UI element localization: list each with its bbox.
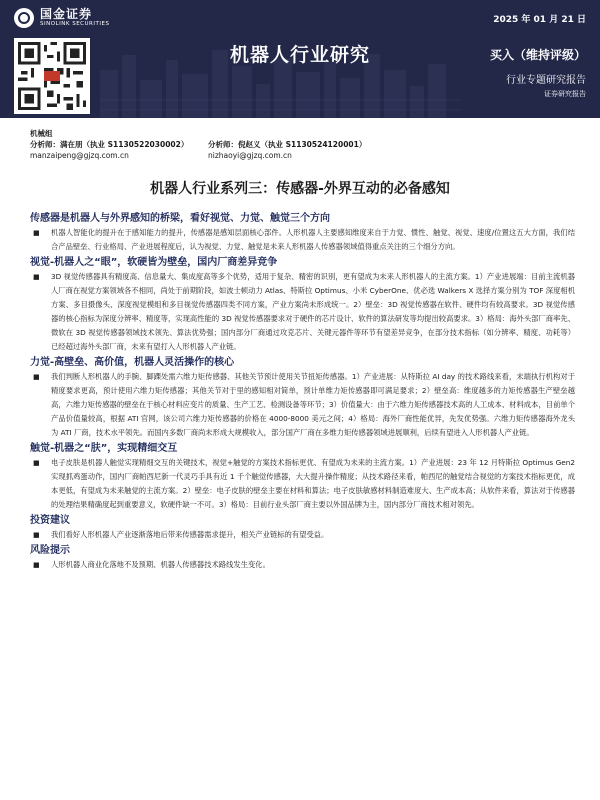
paragraph-text: 机器人智能化的提升在于感知能力的提升，传感器是感知层面核心部件。人形机器人主要感知维度来自于力觉、惯性、触觉、视觉、速度/位置这五大方面，我们结合产品壁垒、行业格局、产业进展程度后，认为视觉、力觉、触觉是未来人形机器人传感器领域值得重点关注的三个细分方向。 [51, 228, 575, 251]
report-department: 证券研究报告 [544, 90, 586, 98]
report-banner [0, 0, 600, 118]
section-heading: 视觉-机器人之“眼”，软硬皆为壁垒，国内厂商差异竞争 [30, 257, 278, 268]
paragraph-text: 人形机器人商业化落地不及预期、机器人传感器技术路线发生变化。 [51, 560, 270, 569]
sector-label: 机械组 [30, 129, 53, 138]
section-heading: 投资建议 [30, 515, 70, 526]
report-subtitle: 机器人行业系列三：传感器-外界互动的必备感知 [150, 181, 450, 197]
qr-code-icon [14, 38, 90, 114]
analyst-1: 分析师：满在朋（执业 S1130522030002） [30, 140, 189, 149]
analyst-1-email[interactable]: manzaipeng@gjzq.com.cn [30, 151, 129, 160]
company-logo [14, 8, 109, 28]
bullet-icon: ■ [33, 531, 40, 539]
logo-mark-icon [14, 8, 34, 28]
section-paragraph [30, 226, 575, 254]
analyst-2-email[interactable]: nizhaoyi@gjzq.com.cn [208, 151, 292, 160]
section-paragraph [30, 370, 575, 440]
rating-badge: 买入（维持评级） [489, 48, 586, 62]
bullet-icon: ■ [33, 373, 40, 381]
report-type: 行业专题研究报告 [506, 75, 586, 86]
section-paragraph [30, 528, 575, 542]
report-date: 2025 年 01 月 21 日 [493, 15, 586, 25]
paragraph-text: 我们判断人形机器人的手腕、脚踝处需六维力矩传感器、其他关节预计使用关节扭矩传感器。1）产业进展：从特斯拉 AI day 的技术路线来看，末端执行机构对于精度要求更高，预计使用六维力矩传感器；其他关节对于里的感知相对简单，预计单维力矩传感器即可满足要求；2）壁垒高：维度越多的力矩传感器生产壁垒越高，六维力矩传感器的壁垒在于核心材料应变片的质量、生产工艺、检测设备等环节；3）价值量大：由于六维力矩传感器技术高的人工成本、材料成本，目前单个产品价值量较高，根据 ATI 官网，该公司六维力矩传感器的价格在 4000-8000 美元之间；4）格局：海外厂商性能优异，先发优势强。六维力矩传感器海外龙头为 ATI 厂商，技术水平领先。而国内多数厂商尚未形成大规模收入，部分国产厂商在多维力矩传感器领域进展顺利，后续有望进入人形机器人产业链。 [51, 372, 575, 437]
paragraph-text: 电子皮肤是机器人触觉实现精细交互的关键技术，视觉+触觉的方案技术指标更优、有望成为未来的主流方案。1）产业进展：23 年 12 月特斯拉 Optimus Gen2 实现抓鸡蛋动作，国内厂商帕西尼新一代灵巧手具有近 1 千个触觉传感器，大大提升操作精度；从技术路径来看，帕西尼的触觉结合视觉的方案技术指标更优，成本更低，有望成为未来触觉的主流方案。2）壁垒：电子皮肤的壁垒主要在材料和算法；电子皮肤敏感材料制造难度大、生产成本高；从软件来看，算法对于传感器的处理结果精确度起到重要意义，软硬件缺一不可。3）格局：目前行业头部厂商主要以外国品牌为主，国内部分厂商技术相对领先。 [51, 458, 575, 509]
section-paragraph [30, 270, 575, 354]
section-heading: 触觉-机器之“肤”，实现精细交互 [30, 443, 178, 454]
paragraph-text: 我们看好人形机器人产业逐渐落地后带来传感器需求提升，相关产业链标的有望受益。 [51, 530, 329, 539]
section-paragraph [30, 558, 575, 572]
section-heading: 力觉-高壁垒、高价值，机器人灵活操作的核心 [30, 357, 235, 368]
authors-block [30, 128, 366, 161]
bullet-icon: ■ [33, 459, 40, 467]
bullet-icon: ■ [33, 561, 40, 569]
paragraph-text: 3D 视觉传感器具有精度高、信息量大、集成度高等多个优势，适用于复杂、精密的识别，更有望成为未来人形机器人的主流方案。1）产业进展端：目前主流机器人厂商在视觉方案领域各不相同，尚处于前期阶段，如波士顿动力 Atlas、特斯拉 Optimus、小米 CyberOne、优必选 Walkers X 选择方案分别为 TOF 深度相机方案、多目摄像头、深度视觉模组和多目视觉传感器四类不同方案，产业方案尚未形成统一。2）壁垒：3D 视觉传感器在软件、硬件均有较高要求。3D 视觉传感器的核心指标为深度分辨率、精度等，实现高性能的 3D 视觉传感器要求对于硬件的芯片设计、软件的算法研发等均提出较高要求。3）格局：海外头部厂商率先、微软在 3D 视觉传感器领域技术领先、算法优势强；国内部分厂商通过攻克芯片、关键元器件等环节有望差异竞争，在部分技术指标（如分辨率、精度、功耗等）已经超过海外头部厂商，未来有望打入人形机器人产业链。 [51, 272, 575, 351]
analyst-2: 分析师：倪赵义（执业 S1130524120001） [208, 140, 367, 149]
report-body [30, 211, 575, 573]
logo-chinese-name: 国金证券 [40, 7, 93, 21]
report-title: 机器人行业研究 [229, 44, 370, 66]
bullet-icon: ■ [33, 229, 40, 237]
section-heading: 传感器是机器人与外界感知的桥梁，看好视觉、力觉、触觉三个方向 [30, 213, 330, 224]
section-heading: 风险提示 [30, 545, 70, 556]
section-paragraph [30, 456, 575, 512]
logo-english-name: SINOLINK SECURITIES [40, 21, 110, 27]
bullet-icon: ■ [33, 273, 40, 281]
